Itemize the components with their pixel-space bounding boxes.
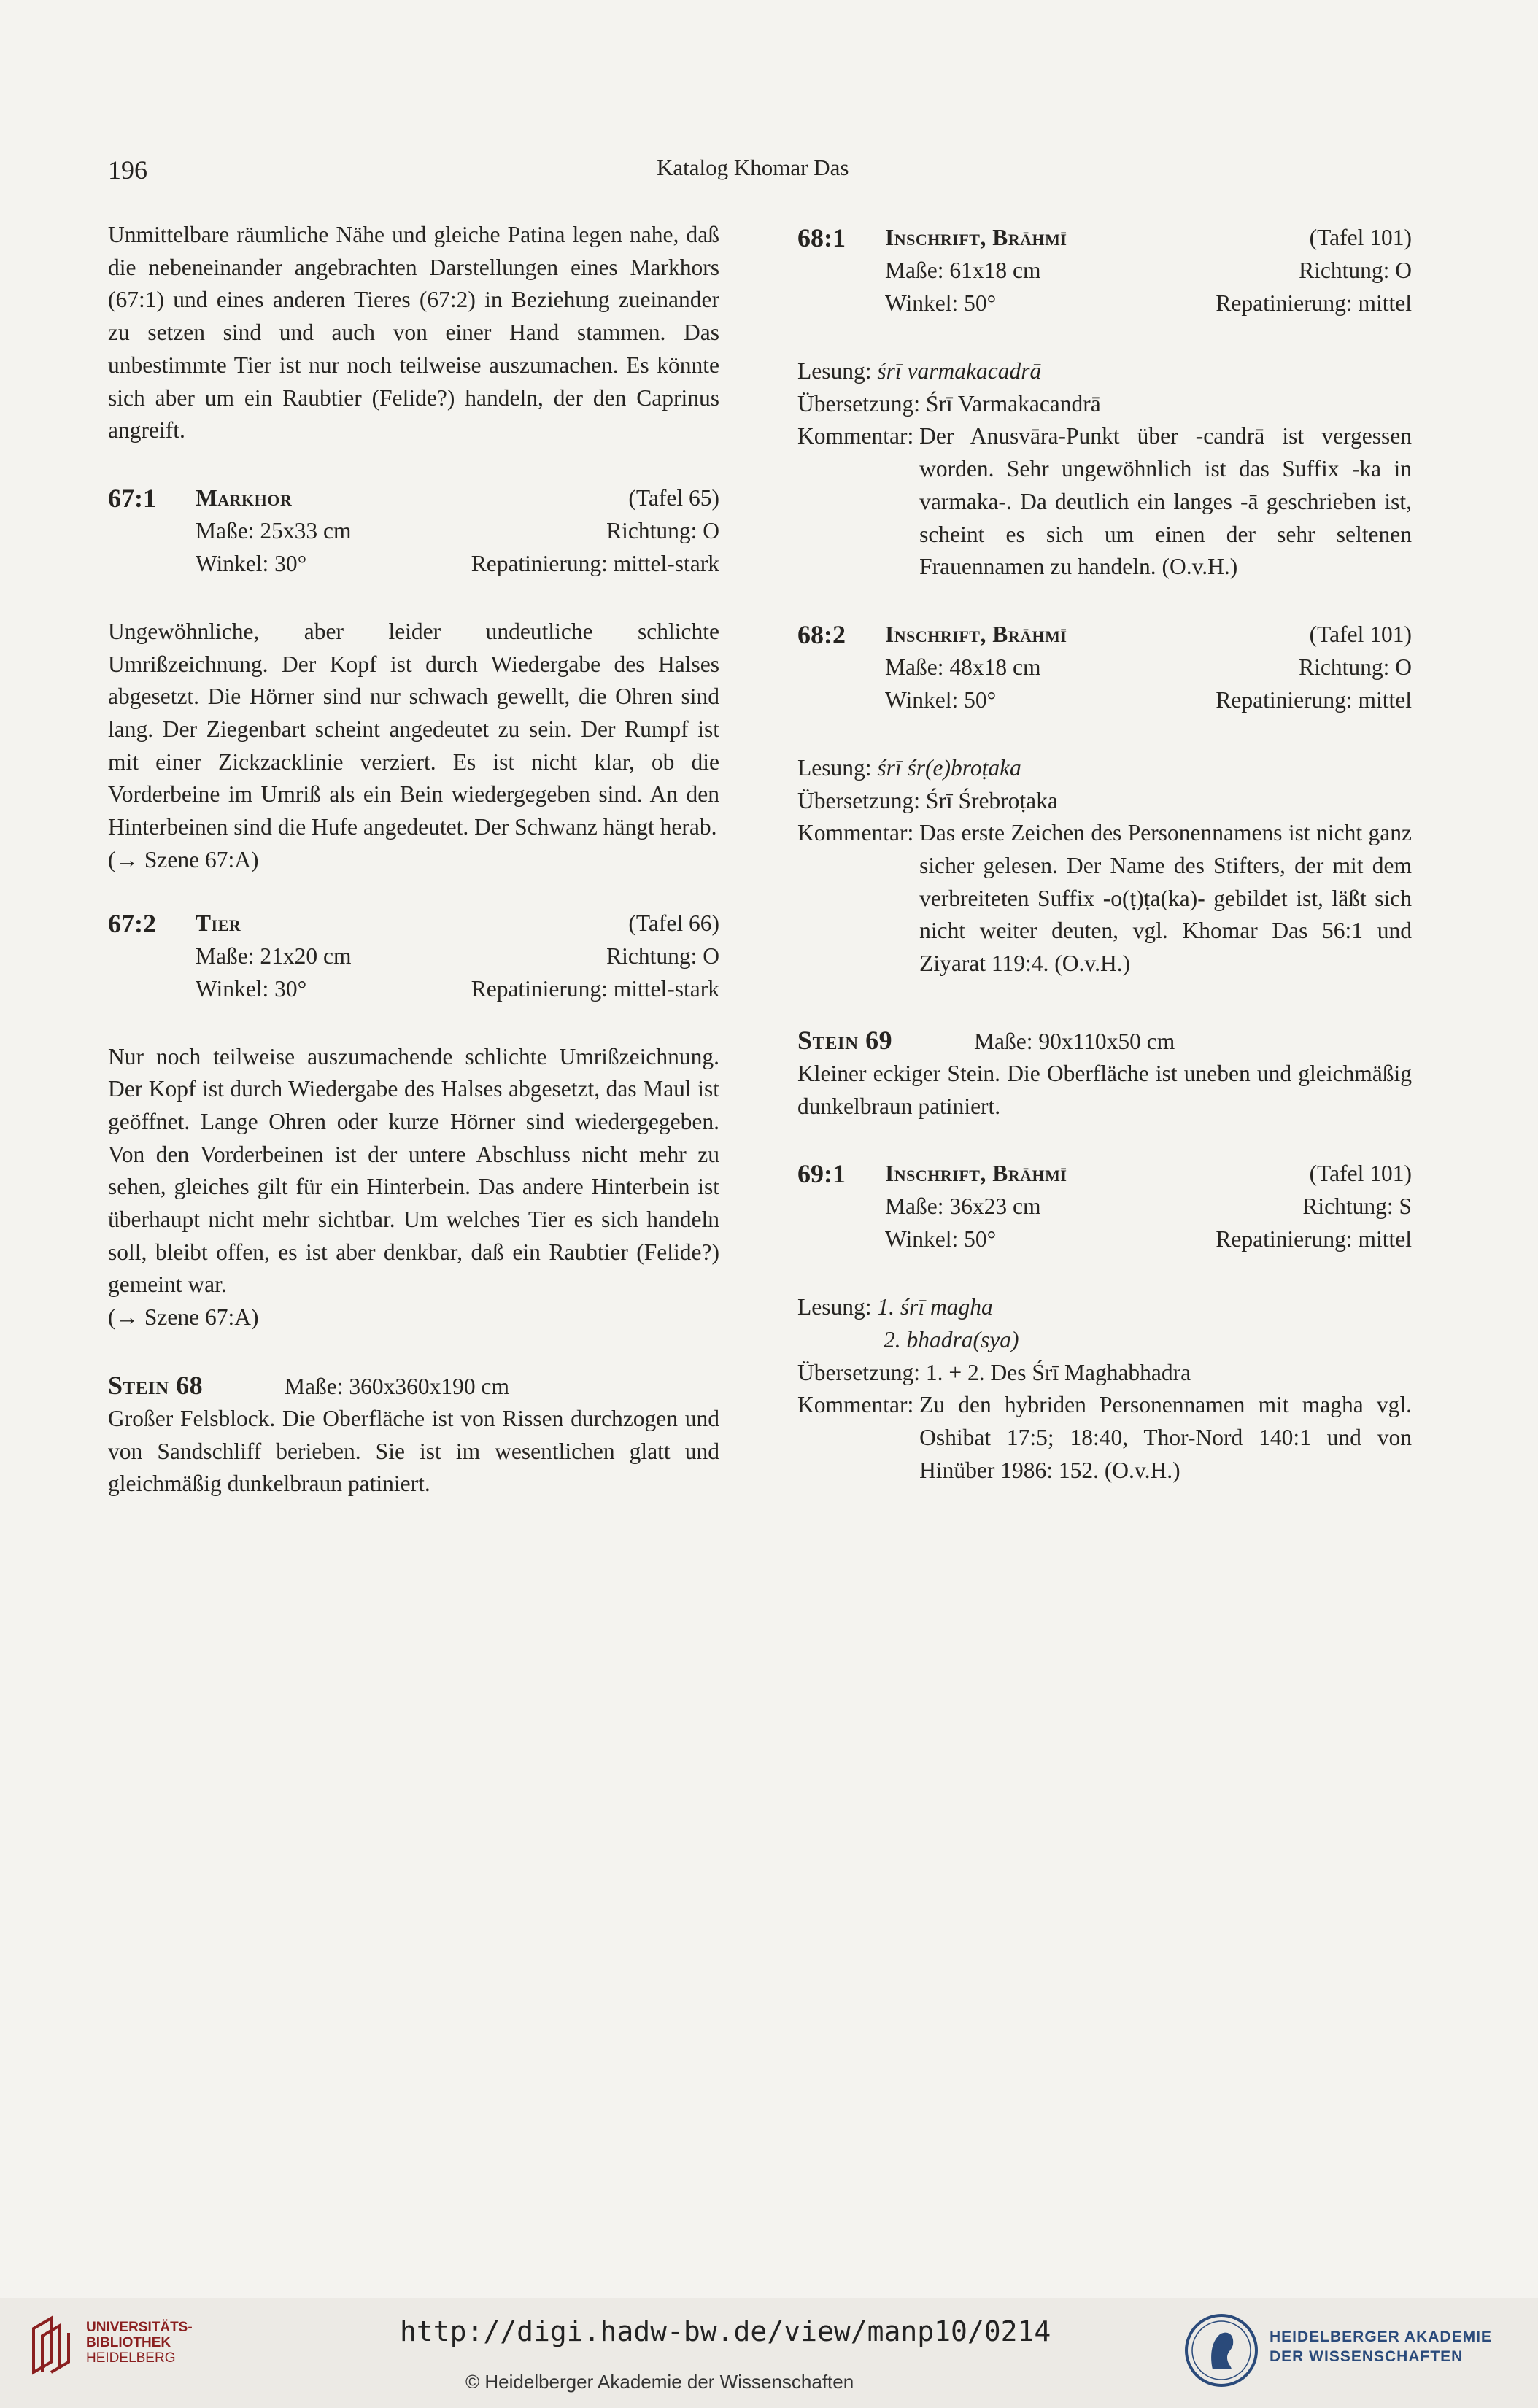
university-library-logo-icon — [29, 2314, 79, 2377]
reading-label: Lesung: — [797, 754, 878, 781]
stone-dimensions: Maße: 90x110x50 cm — [974, 1028, 1175, 1054]
entry-title: Inschrift, Brāhmī — [885, 225, 1067, 250]
stone-dimensions: Maße: 360x360x190 cm — [285, 1373, 509, 1399]
entry-header — [797, 222, 1412, 255]
entry-id: 69:1 — [797, 1159, 846, 1189]
dimensions: Maße: 48x18 cm — [885, 654, 1041, 680]
angle: Winkel: 30° — [196, 975, 307, 1002]
running-title: Katalog Khomar Das — [657, 155, 849, 180]
entry-id: 67:2 — [108, 908, 156, 938]
dimensions: Maße: 36x23 cm — [885, 1193, 1041, 1220]
stone-header — [797, 1024, 1412, 1058]
angle: Winkel: 30° — [196, 550, 307, 576]
reading-text: śrī varmakacadrā — [877, 358, 1042, 384]
academy-name — [1270, 2327, 1492, 2366]
entry-description: Nur noch teilweise auszumachende schlichte Umrißzeichnung. Der Kopf ist durch Wiedergabe des Halses abgesetzt, das Maul ist geöffnet. Lange Ohren oder kurze Hörner sind wiedergegeben. Von den Vorderbeinen ist der untere Abschluss nicht mehr zu sehen, gleiches gilt für ein Hinterbein. Das andere Hinterbein ist überhaupt nicht mehr sichtbar. Um welches Tier es sich handeln soll, bleibt offen, es ist aber denkbar, daß ein Raubtier (Felide?) gemeint war. — [108, 1043, 719, 1298]
entry-header — [108, 482, 719, 515]
entry-header — [797, 619, 1412, 651]
angle: Winkel: 50° — [885, 686, 997, 713]
angle: Winkel: 50° — [885, 1226, 997, 1253]
scene-ref: (→ Szene 67:A) — [108, 846, 259, 872]
entry-header — [108, 907, 719, 940]
plate-ref: (Tafel 101) — [1309, 1161, 1412, 1187]
reading-line-2 — [797, 1324, 1412, 1357]
commentary — [797, 420, 1412, 584]
stone-title: Stein 69 — [797, 1025, 893, 1055]
ub-line-3: HEIDELBERG — [86, 2350, 176, 2366]
entry-title: Inschrift, Brāhmī — [885, 1161, 1067, 1187]
ub-line-2: BIBLIOTHEK — [86, 2335, 171, 2350]
entry-id: 68:1 — [797, 223, 846, 252]
stone-title: Stein 68 — [108, 1370, 204, 1400]
repatination: Repatinierung: mittel — [1216, 686, 1412, 713]
university-library-name — [86, 2320, 193, 2366]
reading — [797, 1291, 1412, 1324]
plate-ref: (Tafel 65) — [628, 484, 719, 511]
entry-id: 68:2 — [797, 619, 846, 649]
entry-description: Ungewöhnliche, aber leider undeutliche schlichte Umrißzeichnung. Der Kopf ist durch Wiedergabe des Halses abgesetzt. Die Hörner sind nur schwach gewellt, die Ohren sind lang. Der Ziegenbart scheint angedeutet zu sein. Der Rumpf ist mit einer Zickzacklinie verziert. Es ist nicht klar, ob die Vorderbeine im Umriß als ein Bein wiedergegeben sind. An den Hinterbeinen sind die Hufe angedeutet. Der Schwanz hängt herab. — [108, 618, 719, 840]
plate-ref: (Tafel 101) — [1309, 621, 1412, 647]
direction: Richtung: S — [1302, 1193, 1412, 1220]
reading-text: 1. śrī magha — [877, 1294, 993, 1320]
plate-ref: (Tafel 66) — [628, 910, 719, 936]
translation: Übersetzung: 1. + 2. Des Śrī Maghabhadra — [797, 1359, 1191, 1385]
commentary-label: Kommentar: — [797, 820, 914, 846]
repatination: Repatinierung: mittel-stark — [471, 550, 719, 576]
left-column — [108, 219, 719, 1501]
academy-seal-icon — [1183, 2312, 1259, 2388]
reading-text: 2. bhadra(sya) — [884, 1326, 1019, 1352]
repatination: Repatinierung: mittel — [1216, 1226, 1412, 1253]
ub-line-1: UNIVERSITÄTS- — [86, 2320, 193, 2335]
reading — [797, 752, 1412, 785]
dimensions: Maße: 25x33 cm — [196, 517, 352, 543]
entry-title: Inschrift, Brāhmī — [885, 621, 1067, 647]
commentary — [797, 1389, 1412, 1487]
commentary-label: Kommentar: — [797, 1392, 914, 1418]
repatination: Repatinierung: mittel-stark — [471, 975, 719, 1002]
angle: Winkel: 50° — [885, 290, 997, 316]
entry-title: Tier — [196, 910, 241, 936]
dimensions: Maße: 61x18 cm — [885, 258, 1041, 283]
repatination: Repatinierung: mittel — [1216, 290, 1412, 316]
reading-text: śrī śr(e)broṭaka — [877, 754, 1021, 781]
hadw-line-1: HEIDELBERGER AKADEMIE — [1270, 2328, 1492, 2345]
right-column — [797, 222, 1412, 1487]
reading — [797, 355, 1412, 388]
reading-label: Lesung: — [797, 358, 878, 384]
commentary-text: Zu den hybriden Personennamen mit magha vgl. Oshibat 17:5; 18:40, Thor-Nord 140:1 und von Hinüber 1986: 152. (O.v.H.) — [919, 1392, 1412, 1483]
entry-id: 67:1 — [108, 483, 156, 513]
commentary-text: Der Anusvāra-Punkt über -candrā ist vergessen worden. Sehr ungewöhnlich ist das Suffix -ka in varmaka-. Da deutlich ein langes -ā geschrieben ist, scheint es sich um einen der sehr seltenen Frauennamen zu handeln. (O.v.H.) — [919, 423, 1412, 580]
footer-bar — [0, 2298, 1538, 2408]
direction: Richtung: O — [606, 517, 719, 543]
direction: Richtung: O — [1299, 258, 1412, 283]
page-number: 196 — [108, 155, 147, 185]
entry-title: Markhor — [196, 484, 293, 511]
commentary-text: Das erste Zeichen des Personennamens ist nicht ganz sicher gelesen. Der Name des Stifters, der mit dem verbreiteten Suffix -o(ṭ)ṭa(ka)- gebildet ist, läßt sich nicht weiter deuten, vgl. Khomar Das 56:1 und Ziyarat 119:4. (O.v.H.) — [919, 820, 1412, 977]
translation: Übersetzung: Śrī Varmakacandrā — [797, 390, 1101, 417]
commentary-label: Kommentar: — [797, 423, 914, 449]
stone-description: Großer Felsblock. Die Oberfläche ist von Rissen durchzogen und von Sandschliff berieben. Sie ist im wesentlichen glatt und gleichmäßig dunkelbraun patiniert. — [108, 1405, 719, 1497]
commentary — [797, 817, 1412, 980]
stone-description: Kleiner eckiger Stein. Die Oberfläche ist uneben und gleichmäßig dunkelbraun patiniert. — [797, 1060, 1412, 1119]
translation: Übersetzung: Śrī Śrebroṭaka — [797, 787, 1058, 813]
direction: Richtung: O — [606, 942, 719, 969]
intro-paragraph: Unmittelbare räumliche Nähe und gleiche Patina legen nahe, daß die nebeneinander angebrachten Darstellungen eines Markhors (67:1) und eines anderen Tieres (67:2) in Beziehung zueinander zu setzen sind und auch von einer Hand stammen. Das unbestimmte Tier ist nur noch teilweise auszumachen. Es könnte sich aber um ein Raubtier (Felide?) handeln, der den Caprinus angreift. — [108, 222, 719, 444]
scene-ref: (→ Szene 67:A) — [108, 1304, 259, 1331]
plate-ref: (Tafel 101) — [1309, 225, 1412, 250]
hadw-line-2: DER WISSENSCHAFTEN — [1270, 2348, 1464, 2365]
reading-label: Lesung: — [797, 1294, 878, 1320]
permalink-url[interactable]: http://digi.hadw-bw.de/view/manp10/0214 — [400, 2315, 1051, 2347]
dimensions: Maße: 21x20 cm — [196, 942, 352, 969]
entry-header — [797, 1158, 1412, 1191]
stone-header — [108, 1369, 719, 1403]
copyright-notice: © Heidelberger Akademie der Wissenschaften — [465, 2371, 854, 2393]
direction: Richtung: O — [1299, 654, 1412, 680]
